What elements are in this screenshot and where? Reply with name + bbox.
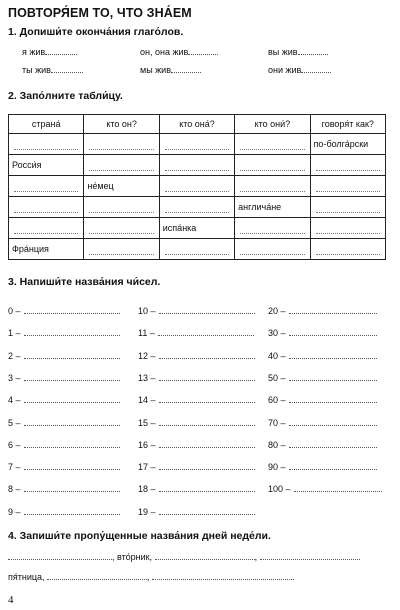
number-row <box>138 306 255 316</box>
number-label: 1 – <box>8 328 21 339</box>
word-friday: пя́тница, <box>8 572 45 582</box>
number-answer-blank[interactable] <box>159 352 255 359</box>
number-row <box>268 395 377 405</box>
number-answer-blank[interactable] <box>289 441 377 448</box>
number-answer-blank[interactable] <box>159 374 255 381</box>
number-label: 0 – <box>8 306 21 316</box>
page-title: ПОВТОРЯ́ЕМ ТО, ЧТО ЗНА́ЕМ <box>8 6 192 20</box>
number-row <box>8 351 120 361</box>
cell-russia: Росси́я <box>9 155 84 176</box>
blank-monday[interactable] <box>8 551 112 560</box>
number-label: 50 – <box>268 372 286 383</box>
table-header-row <box>9 115 386 134</box>
blank-wednesday[interactable] <box>155 551 255 560</box>
cell-spanish-woman: испа́нка <box>159 218 234 239</box>
number-row <box>138 440 255 450</box>
number-label: 20 – <box>268 306 286 316</box>
cell-france: Фра́нция <box>9 239 84 260</box>
number-row <box>268 484 382 494</box>
number-answer-blank[interactable] <box>159 441 255 448</box>
number-answer-blank[interactable] <box>159 508 255 515</box>
number-answer-blank[interactable] <box>289 352 377 359</box>
number-label: 70 – <box>268 417 286 428</box>
number-label: 16 – <box>138 439 156 450</box>
number-row <box>138 462 255 472</box>
number-row <box>138 484 255 494</box>
number-answer-blank[interactable] <box>289 463 377 470</box>
number-label: 40 – <box>268 350 286 361</box>
section1-heading: 1. Допиши́те оконча́ния глаго́лов. <box>8 26 184 38</box>
verb-ya: я жив <box>22 46 77 57</box>
number-label: 18 – <box>138 484 156 495</box>
number-label: 14 – <box>138 395 156 406</box>
header-she: кто она́? <box>159 115 234 134</box>
table-row <box>9 155 386 176</box>
number-answer-blank[interactable] <box>159 307 255 314</box>
number-label: 17 – <box>138 462 156 473</box>
number-label: 7 – <box>8 462 21 473</box>
number-row <box>268 328 377 338</box>
table-row <box>9 197 386 218</box>
number-row <box>268 351 377 361</box>
number-row <box>138 418 255 428</box>
number-answer-blank[interactable] <box>24 463 120 470</box>
number-answer-blank[interactable] <box>289 419 377 426</box>
number-label: 11 – <box>138 328 155 339</box>
number-label: 60 – <box>268 395 286 406</box>
number-row <box>268 462 377 472</box>
number-label: 6 – <box>8 439 21 450</box>
cell-bulgarian: по-болга́рски <box>310 134 385 155</box>
number-answer-blank[interactable] <box>289 329 377 336</box>
blank-saturday[interactable] <box>47 571 147 580</box>
number-row <box>268 418 377 428</box>
table-row <box>9 134 386 155</box>
table-row <box>9 218 386 239</box>
header-language: говоря́т как? <box>310 115 385 134</box>
number-row <box>8 507 120 517</box>
number-answer-blank[interactable] <box>159 396 255 403</box>
number-answer-blank[interactable] <box>24 352 120 359</box>
number-row <box>138 351 255 361</box>
cell-english: англича́не <box>235 197 310 218</box>
verb-ty: ты жив <box>22 64 83 75</box>
number-answer-blank[interactable] <box>289 307 377 314</box>
number-row <box>268 306 377 316</box>
number-row <box>8 418 120 428</box>
number-answer-blank[interactable] <box>159 463 255 470</box>
number-answer-blank[interactable] <box>24 508 120 515</box>
number-answer-blank[interactable] <box>159 419 255 426</box>
number-row <box>268 373 377 383</box>
number-answer-blank[interactable] <box>24 441 120 448</box>
number-answer-blank[interactable] <box>24 396 120 403</box>
number-answer-blank[interactable] <box>24 329 120 336</box>
number-label: 19 – <box>138 506 156 517</box>
number-row <box>138 328 254 338</box>
verb-on-ona: он, она жив <box>140 46 218 57</box>
number-row <box>8 306 120 316</box>
number-label: 80 – <box>268 439 286 450</box>
number-label: 9 – <box>8 506 21 517</box>
verb-my: мы жив <box>140 64 201 75</box>
number-label: 13 – <box>138 372 156 383</box>
weekdays-line-2: пя́тница, , . <box>8 572 295 582</box>
number-label: 5 – <box>8 417 21 428</box>
number-label: 8 – <box>8 484 21 495</box>
blank-thursday[interactable] <box>260 551 360 560</box>
page-number: 4 <box>8 594 14 606</box>
number-label: 10 – <box>138 306 156 316</box>
number-row <box>8 395 120 405</box>
number-label: 2 – <box>8 350 21 361</box>
number-answer-blank[interactable] <box>294 485 382 492</box>
section4-heading: 4. Запиши́те пропу́щенные назва́ния дней неде́ли. <box>8 530 271 542</box>
number-label: 100 – <box>268 484 291 495</box>
table-row <box>9 176 386 197</box>
countries-table <box>8 114 386 260</box>
number-label: 30 – <box>268 328 286 339</box>
number-label: 3 – <box>8 372 21 383</box>
verb-oni: они жив <box>268 64 331 75</box>
section3-heading: 3. Напиши́те назва́ния чи́сел. <box>8 276 161 288</box>
header-he: кто он? <box>84 115 159 134</box>
weekdays-line-1: , вто́рник, , <box>8 551 360 562</box>
cell-german: не́мец <box>84 176 159 197</box>
number-row <box>8 440 120 450</box>
number-row <box>138 395 255 405</box>
number-answer-blank[interactable] <box>24 485 120 492</box>
number-answer-blank[interactable] <box>289 374 377 381</box>
number-label: 90 – <box>268 462 286 473</box>
number-row <box>138 507 255 517</box>
header-country: страна́ <box>9 115 84 134</box>
number-answer-blank[interactable] <box>24 374 120 381</box>
header-they: кто они́? <box>235 115 310 134</box>
number-answer-blank[interactable] <box>24 307 120 314</box>
number-row <box>138 373 255 383</box>
number-answer-blank[interactable] <box>158 329 254 336</box>
number-row <box>268 440 377 450</box>
number-label: 15 – <box>138 417 156 428</box>
number-row <box>8 484 120 494</box>
number-answer-blank[interactable] <box>159 485 255 492</box>
number-row <box>8 328 120 338</box>
number-label: 4 – <box>8 395 21 406</box>
number-row <box>8 373 120 383</box>
number-answer-blank[interactable] <box>24 419 120 426</box>
section2-heading: 2. Запо́лните табли́цу. <box>8 90 123 102</box>
table-row <box>9 239 386 260</box>
number-row <box>8 462 120 472</box>
word-tuesday: , вто́рник, <box>112 552 153 562</box>
verb-vy: вы жив <box>268 46 328 57</box>
number-label: 12 – <box>138 350 156 361</box>
blank-sunday[interactable] <box>152 571 292 580</box>
number-answer-blank[interactable] <box>289 396 377 403</box>
